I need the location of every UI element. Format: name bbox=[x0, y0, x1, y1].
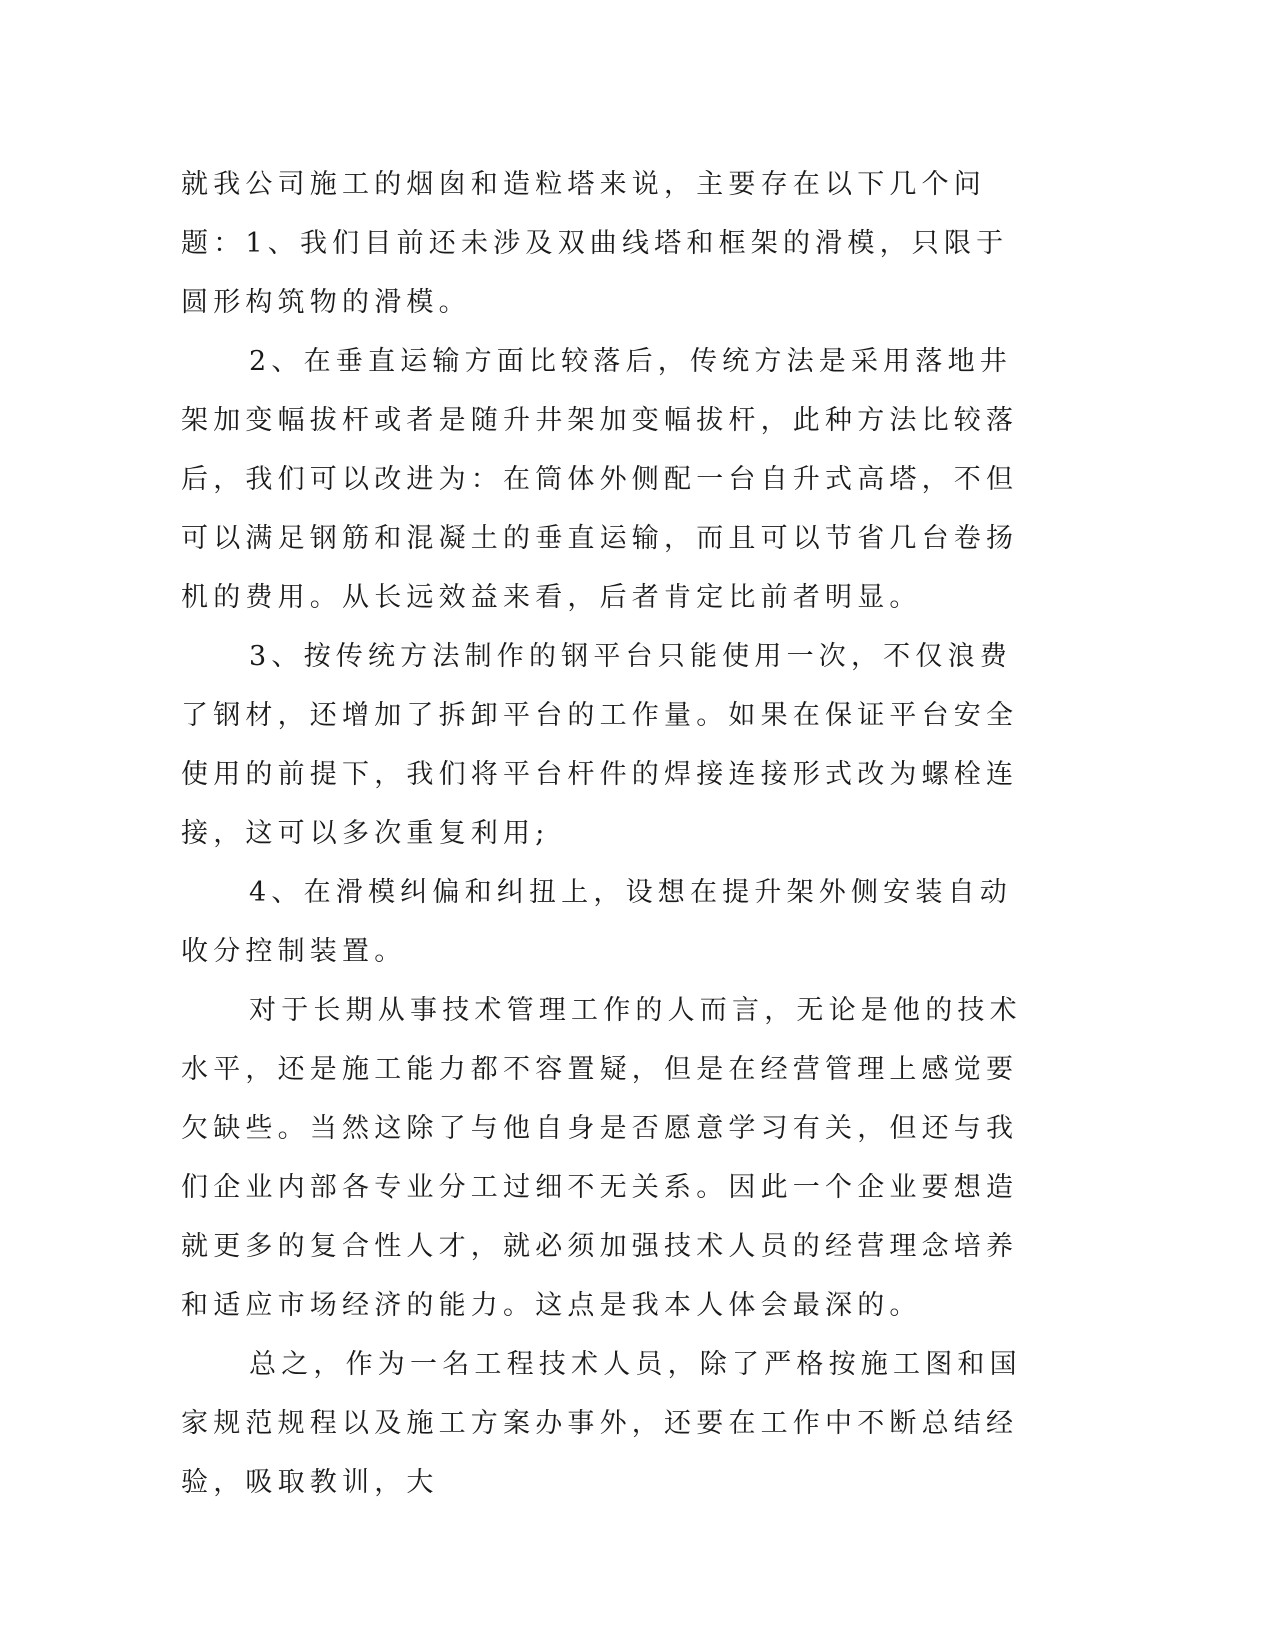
paragraph-vertical-transport: 2、在垂直运输方面比较落后，传统方法是采用落地井架加变幅拔杆或者是随升井架加变幅拔杆，此种方法比较落后，我们可以改进为：在筒体外侧配一台自升式高塔，不但可以满足钢筋和混凝土的垂直运输，而且可以节省几台卷扬机的费用。从长远效益来看，后者肯定比前者明显。 bbox=[181, 346, 1019, 613]
paragraph-steel-platform: 3、按传统方法制作的钢平台只能使用一次，不仅浪费了钢材，还增加了拆卸平台的工作量。如果在保证平台安全使用的前提下，我们将平台杆件的焊接连接形式改为螺栓连接，这可以多次重复利用; bbox=[181, 641, 1019, 849]
document-body bbox=[181, 155, 1031, 1512]
paragraph-management-skills: 对于长期从事技术管理工作的人而言，无论是他的技术水平，还是施工能力都不容置疑，但是在经营管理上感觉要欠缺些。当然这除了与他自身是否愿意学习有关，但还与我们企业内部各专业分工过细不无关系。因此一个企业要想造就更多的复合性人才，就必须加强技术人员的经营理念培养和适应市场经济的能力。这点是我本人体会最深的。 bbox=[181, 995, 1022, 1321]
paragraph-conclusion: 总之，作为一名工程技术人员，除了严格按施工图和国家规范规程以及施工方案办事外，还要在工作中不断总结经验，吸取教训，大 bbox=[181, 1349, 1022, 1498]
paragraph-problems-intro: 就我公司施工的烟囱和造粒塔来说，主要存在以下几个问题：1、我们目前还未涉及双曲线塔和框架的滑模，只限于圆形构筑物的滑模。 bbox=[181, 169, 1009, 318]
paragraph-deviation-control: 4、在滑模纠偏和纠扭上，设想在提升架外侧安装自动收分控制装置。 bbox=[181, 877, 1012, 967]
